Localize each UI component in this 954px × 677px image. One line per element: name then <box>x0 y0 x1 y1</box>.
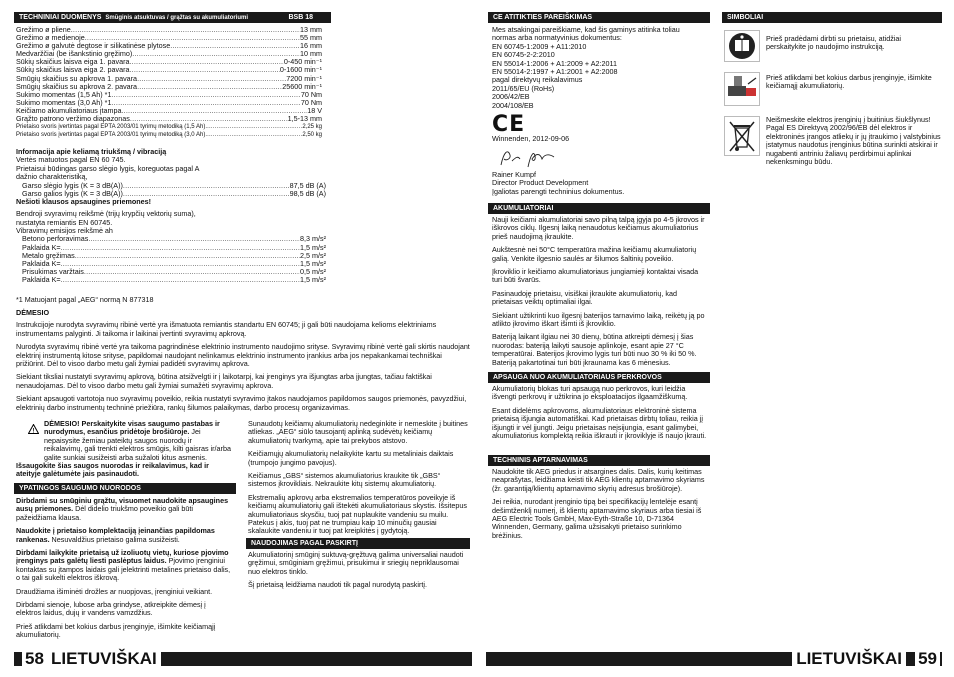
spec-label: Prietaiso svoris įvertintas pagal EPTA 2003/01 tyrimų metodiką (3,0 Ah) <box>16 132 206 139</box>
overload-paragraph: Esant didelėms apkrovoms, akumuliatoriaus elektroninė sistema prietaisą išjungia automatiškai. Kad prietaisas dirbtų toliau, reikia jį išjungti ir vėl įjungti. Jeigu prietaisas neįsijungia, esant galimybei, akumuliatorius komplektą reikia iškrauti ir įkroviklyje iš naujo įkrauti. <box>492 405 707 441</box>
model-name: BSB 18 <box>288 14 313 21</box>
battery-safety-paragraphs <box>248 420 468 541</box>
spec-dots <box>121 107 307 115</box>
ce-line: EN 55014-2:1997 + A1:2001 + A2:2008 <box>492 67 618 77</box>
tech-data-title: TECHNINIAI DUOMENYS <box>19 14 102 21</box>
service-paragraphs <box>492 468 708 545</box>
spec-value: 70 Nm <box>300 97 322 107</box>
spec-dots <box>88 235 300 243</box>
ce-declaration <box>492 26 708 110</box>
service-header-text: TECHNINIS APTARNAVIMAS <box>493 457 588 464</box>
ce-line: EN 60745-2-2:2010 <box>492 50 555 60</box>
spec-dots <box>61 260 300 268</box>
akumuliatoriai-header-text: AKUMULIATORIAI <box>493 205 554 212</box>
service-paragraph: Jei reikia, nurodant įrenginio tipą bei specifikacijų lentelėje esantį dešimtženklį numerį, iš klientų aptarnavimo skyriaus arba tiesiai iš AEG Electric Tools GmbH, Max-Eyth-Straße 10, D-71364 Winnenden, Germany, galima užsisakyti prietaiso surinkimo brėžinius. <box>492 497 702 540</box>
safety-paragraph <box>16 527 232 544</box>
ce-header <box>488 12 710 23</box>
spec-value: 16 mm <box>300 41 322 51</box>
spec-dots <box>111 91 300 99</box>
usage-paragraph: Akumuliatorinį smūginį suktuvą-gręžtuvą galima universaliai naudoti gręžimui, smūginiam gręžimui, prisukimui ir sriegių nepriklausomai nuo elektros tinklo. <box>248 550 464 576</box>
ce-line: Mes atsakingai pareiškiame, kad šis gaminys atitinka toliau <box>492 25 680 34</box>
page-number-right: 59 <box>915 649 940 668</box>
spec-row <box>16 115 322 123</box>
ce-line: 2011/65/EU (RoHs) <box>492 83 555 93</box>
symbol-text-manual: Prieš pradėdami dirbti su prietaisu, atidžiai perskaitykite jo naudojimo instrukciją. <box>766 34 902 52</box>
vib-text-3: Vibravimų emisijos reikšmė ah <box>16 226 113 236</box>
spec-label: Betono perforavimas <box>22 234 89 244</box>
ce-header-text: CE ATITIKTIES PAREIŠKIMAS <box>493 14 593 21</box>
weee-bin-icon <box>724 116 760 161</box>
signer-authorization: Įgaliotas parengti techninius dokumentus. <box>492 186 625 196</box>
akumuliatoriai-paragraphs <box>492 216 708 372</box>
spec-label: Garso galios lygis (K = 3 dB(A)) <box>22 188 123 198</box>
signer-title: Director Product Development <box>492 178 589 188</box>
spec-value: 2,50 kg <box>302 132 322 139</box>
spec-label: Grežimo ø galvutė degtose ir silikatinėse plytose <box>16 41 171 51</box>
spec-value: 1,5 m/s² <box>300 242 326 252</box>
spec-value: 2,5 m/s² <box>300 250 326 260</box>
safety-paragraph <box>16 549 232 583</box>
usage-paragraphs <box>248 551 468 595</box>
tech-data-header <box>14 12 331 23</box>
spec-row <box>22 268 326 276</box>
spec-dots <box>170 42 300 50</box>
spec-dots <box>205 131 302 139</box>
spec-value: 1,5 m/s² <box>300 274 326 284</box>
spec-value: 55 mm <box>300 33 322 43</box>
spec-label: Paklaida K= <box>22 242 61 252</box>
akumuliatoriai-paragraph: Aukštesnė nei 50°C temperatūra mažina keičiamų akumuliatorių galią. Venkite ilgesnio saulės ar šilumos šaltinių poveikio. <box>492 245 697 263</box>
spec-table <box>16 26 322 139</box>
safety-paragraph <box>16 601 232 618</box>
spec-label: Sukimo momentas (3,0 Ah) *1 <box>16 97 112 107</box>
akumuliatoriai-paragraph: Bateriją laikant ilgiau nei 30 dienų, būtina atkreipti dėmesį į šias nuorodas: bateriją laikyti sausoje aplinkoje, esant apie 27 °C temperatūrai. Baterijos įkrovimo lygis turi būti nuo 30 % iki 50 %. Bateriją pakartotinai turi būti įkraunama kas 6 mėnesius. <box>492 332 697 367</box>
language-left: LIETUVIŠKAI <box>47 649 161 668</box>
spec-label: Prietaiso svoris įvertintas pagal EPTA 2003/01 tyrimų metodiką (1,5 Ah) <box>16 124 206 131</box>
vibration-rows <box>16 235 326 284</box>
safety-text: Nesuvaldžius prietaiso galima susižeisti. <box>49 534 180 544</box>
safety-paragraph <box>16 623 232 640</box>
overload-paragraph: Akumuliatorių blokas turi apsaugą nuo perkrovos, kuri leidžia išvengti perkrovų ir užtikrina jo eksploatacijos ilgaamžiškumą. <box>492 384 688 402</box>
spec-row <box>22 276 326 284</box>
signer-block <box>492 171 708 196</box>
spec-row <box>22 235 326 243</box>
demesio-paragraph: Siekiant apsaugoti vartotoja nuo svyravimų poveikio, reikia nustatyti svyravimo įtakos naudojamos papildomos saugos priemonės, pavyzdžiui, elektrinių darbo instrumentų techninė priežiūra, rankų šilumos palaikymas, darbo procesų organizavimas. <box>16 394 467 412</box>
demesio-paragraph: Instrukcijoje nurodyta svyravimų ribinė vertė yra išmatuota remiantis standartu EN 60745; ji gali būti naudojama kelioms elektriniams instrumentams palyginti. Ji taikoma ir laikinai įvertinti svyravimų apkrovą. <box>16 320 437 338</box>
safety-text: Prieš atlikdami bet kokius darbus įrenginyje, išimkite keičiamąjį akumuliatorių. <box>16 621 216 640</box>
noise-text-2: Prietaisui būdingas garso slėgio lygis, koreguotas pagal A <box>16 163 200 173</box>
service-header <box>488 455 710 466</box>
noise-rows <box>16 182 326 198</box>
safety-paragraph <box>16 588 232 596</box>
noise-text-3: dažnio charakteristiką, <box>16 172 88 182</box>
spec-value: 0-1600 min⁻¹ <box>279 65 322 75</box>
page-number-left: 58 <box>22 649 47 668</box>
spec-dots <box>111 99 300 107</box>
akumuliatoriai-paragraph: Įkroviklio ir keičiamo akumuliatoriaus jungiamieji kontaktai visada turi būti švarūs. <box>492 267 699 285</box>
spec-value: 1,5-13 mm <box>287 114 322 124</box>
battery-safety-paragraph: Ekstremalių apkrovų arba ekstremalios temperatūros poveikyje iš keičiamų akumuliatorių gali ištekėti akumuliatoriaus skystis. Išsitepus akumuliatoriaus skysčiu, tuoj pat nuplaukite vandeniu su muilu. Patekus į akis, tuoj pat ne trumpiau kaip 10 minučių gausiai skalaukite vandeniu ir tuoj pat kreipkitės į gydytoją. <box>248 492 467 536</box>
safety-bold: Naudokite į prietaiso komplektaciją įeinančias papildomas rankenas. <box>16 526 215 544</box>
spec-dots <box>129 58 283 66</box>
spec-dots <box>205 123 302 131</box>
spec-label: Paklaida K= <box>22 274 61 284</box>
spec-dots <box>137 83 282 91</box>
overload-header <box>488 372 710 383</box>
symbols-header <box>722 12 942 23</box>
spec-dots <box>123 182 290 190</box>
spec-label: Grąžto patrono veržimo diapazonas <box>16 114 130 124</box>
tech-data-subtitle: Smūginis atsuktuvas / grąžtas su akumuliatoriumi <box>105 15 249 21</box>
demesio-paragraph: Nurodyta svyravimų ribinė vertė yra taikoma pagrindinėse elektrinio instrumento naudojimo srityse. Svyravimų ribinė vertė gali skirtis naudojant elektrinį instrumentą kitose srityse, papildomai naudojant nelinkamus elektrinio instrumento įrankius arba jos nepakankamai techniškai prižiūrint. Dėl to visoo darbo metu gali žymiai padidėti svyravimų apkrova. <box>16 342 470 369</box>
ce-line: 2006/42/EB <box>492 92 530 102</box>
demesio-section <box>16 309 470 417</box>
demesio-paragraph: Siekiant tiksliai nustatyti svyravimų apkrovą, būtina atsižvelgti ir į laikotarpį, kai įrenginys yra išjungtas arba įjungtas, tačiau faktiškai nenaudojamas. Dėl to visoo darbo metu gali žymiai sumažėti svyravimų apkrova. <box>16 372 432 390</box>
battery-safety-paragraph: Keičiamus „GBS“ sistemos akumuliatorius kraukite tik „GBS“ sistemos įkrovikliais. Nekraukite kitų sistemų akumuliatorių. <box>248 471 441 489</box>
spec-label: Grežimo ø medienoje <box>16 33 85 43</box>
spec-value: 25600 min⁻¹ <box>282 81 322 91</box>
vib-text-2: nustatyta remiantis EN 60745. <box>16 217 113 227</box>
remove-battery-icon <box>724 72 760 111</box>
spec-label: Paklaida K= <box>22 258 61 268</box>
symbol-text-battery: Prieš atlikdami bet kokius darbus įrenginyje, išimkite keičiamąjį akumuliatorių. <box>766 73 932 91</box>
spec-label: Keičiamo akumuliatoriaus įtampa <box>16 105 122 115</box>
usage-header <box>246 538 470 549</box>
read-manual-icon <box>724 30 760 67</box>
ce-mark: CE <box>492 112 526 137</box>
safety-header-text: YPATINGOS SAUGUMO NUORODOS <box>19 485 141 492</box>
warning-triangle-icon <box>28 421 39 439</box>
spec-dots <box>137 75 286 83</box>
spec-value: 8,3 m/s² <box>300 234 326 244</box>
service-paragraph: Naudokite tik AEG priedus ir atsargines dalis. Dalis, kurių keitimas neaprašytas, leidžiama keisti tik AEG klientų aptarnavimo skyriams (žr. garantiją/klientų aptarnavimo skyrių adresus brošiūroje). <box>492 467 705 493</box>
usage-header-text: NAUDOJIMAS PAGAL PASKIRTĮ <box>251 540 358 547</box>
safety-text: Pjovimo įrenginiui kontaktas su įtampos laidais gali jelektrinti metalines prietaiso dalis, o tai gali sukelti elektros iškrovą. <box>16 556 231 583</box>
spec-dots <box>129 66 279 74</box>
spec-label: Sūkių skaičius laisva eiga 2. pavara <box>16 65 130 75</box>
ce-line: EN 60745-1:2009 + A11:2010 <box>492 41 587 51</box>
usage-paragraph: Šį prietaisą leidžiama naudoti tik pagal nurodytą paskirtį. <box>248 580 427 590</box>
spec-label: Prisukimas varžtais <box>22 266 84 276</box>
language-right: LIETUVIŠKAI <box>792 649 906 668</box>
akumuliatoriai-paragraph: Siekiant užtikrinti kuo ilgesnį baterijos tarnavimo laiką, reikėtų ją po atlikto įkrovimo iškart išimti iš įkroviklio. <box>492 310 705 329</box>
demesio-title: DĖMESIO <box>16 308 50 317</box>
spec-label: Metalo gręžimas <box>22 250 75 260</box>
spec-label: Garso slėgio lygis (K = 3 dB(A)) <box>22 180 123 190</box>
spec-row <box>22 252 326 260</box>
safety-text: Draudžiama išiminėti drožles ar nuopjovas, įrenginiui veikiant. <box>16 586 213 596</box>
spec-value: 0-450 min⁻¹ <box>283 57 322 67</box>
safety-paragraph <box>16 497 232 522</box>
safety-header <box>14 483 236 494</box>
spec-label: Sukimo momentas (1,5 Ah) *1 <box>16 89 112 99</box>
spec-row <box>16 131 322 139</box>
spec-dots <box>130 115 288 123</box>
warning-keep: Išsaugokite šias saugos nuorodas ir reikalavimus, kad ir ateityje galėtumėte jais pasinaudoti. <box>16 461 209 479</box>
spec-dots <box>132 50 300 58</box>
spec-row <box>16 123 322 131</box>
warning-title: DĖMESIO! Perskaitykite visas saugumo pastabas ir nurodymus, esančius pridėtoje brošiūroje. <box>44 419 220 437</box>
akumuliatoriai-paragraph: Nauji keičiami akumuliatoriai savo pilną talpą įgyja po 4-5 įkrovos ir iškrovos ciklų. Ilgesnį laiką nenaudotus keičiamus akumuliatorius prieš naudojimą įkraukite. <box>492 215 705 241</box>
battery-safety-paragraph: Keičiamųjų akumuliatorių nelaikykite kartu su metaliniais daiktais (trumpojo jungimo pavojus). <box>248 449 454 467</box>
spec-value: 87,5 dB (A) <box>289 180 326 190</box>
spec-dots <box>84 268 300 276</box>
noise-warning: Nešioti klausos apsaugines priemones! <box>16 196 152 206</box>
symbols-header-text: SIMBOLIAI <box>727 14 764 21</box>
overload-header-text: APSAUGA NUO AKUMULIATORIAUS PERKROVOS <box>493 374 662 381</box>
spec-value: 70 Nm <box>300 89 322 99</box>
footnote: *1 Matuojant pagal „AEG“ normą N 877318 <box>16 295 154 304</box>
battery-safety-paragraph: Sunaudotų keičiamų akumuliatorių nedeginkite ir nemeskite į buitines atliekas. „AEG“ siūlo tausojantį aplinką sudėvėtų keičiamų akumuliatorių tvarkymą, apie tai prekybos atstovo. <box>248 419 468 445</box>
warning-text: Jei nepaisysite žemiau pateiktų saugos nuorodų ir reikalavimų, gali trenkti elektros smūgis, kilti gaisras ir/arba galite sunkiai susižeisti arba sužaloti kitus asmenis. <box>44 427 231 462</box>
spec-label: Sūkių skaičius laisva eiga 1. pavara <box>16 57 130 67</box>
spec-value: 10 mm <box>300 49 322 59</box>
ce-line: EN 55014-1:2006 + A1:2009 + A2:2011 <box>492 58 617 68</box>
noise-title: Informacija apie keliamą triukšmą / vibraciją <box>16 147 167 156</box>
spec-value: 1,5 m/s² <box>300 258 326 268</box>
safety-text: Dėl didelio triukšmo poveikio gali būti pažeidžiama klausa. <box>16 504 193 522</box>
noise-section <box>16 148 330 304</box>
ce-line: normas arba normatyvinius dokumentus: <box>492 33 622 43</box>
spec-value: 7200 min⁻¹ <box>286 73 322 83</box>
spec-value: 2,25 kg <box>302 124 322 131</box>
spec-label: Medvaržčiai (be išankstinio gręžimo) <box>16 49 133 59</box>
spec-dots <box>75 252 300 260</box>
safety-paragraphs <box>16 497 232 645</box>
spec-dots <box>61 276 300 284</box>
overload-paragraphs <box>492 385 708 445</box>
akumuliatoriai-header <box>488 203 710 214</box>
spec-dots <box>71 26 300 34</box>
vib-text-1: Bendroji svyravimų reikšmė (trijų krypčių vektorių suma), <box>16 209 196 219</box>
spec-value: 13 mm <box>300 25 322 34</box>
svg-text:!: ! <box>32 428 35 434</box>
place-date: Winnenden, 2012-09-06 <box>492 134 570 143</box>
safety-bold: Dirbdami laikykite prietaisą už izoliuotų vietų, kuriose pjovimo įrenginys pats galėtų liesti paslėptus laidus. <box>16 548 229 566</box>
safety-bold: Dirbdami su smūginiu grąžtu, visuomet naudokite apsaugines ausų priemones. <box>16 496 229 514</box>
spec-label: Smūgių skaičius su apkrova 2. pavara <box>16 81 138 91</box>
noise-text-1: Vertės matuotos pagal EN 60 745. <box>16 155 126 165</box>
symbol-text-weee: Neišmeskite elektros įrenginių į buitinius šiukšlynus! Pagal ES Direktyvą 2002/96/EB dėl elektros ir elektroninės įrangos atliekų ir jų įtraukimo į valstybinius įstatymus naudotus įrenginius būtina surinkti atskirai ir nugabenti antriniu žaliavų perdirbimui aplinkai nekenksmingu būdu. <box>766 115 941 167</box>
ce-line: pagal direktyvų reikalavimus <box>492 75 583 85</box>
spec-value: 0,5 m/s² <box>300 266 326 276</box>
demesio-paragraphs <box>16 321 470 412</box>
akumuliatoriai-paragraph: Pasinaudoję prietaisu, visiškai įkraukite akumuliatorių, kad prietaisas veiktų optimaliai ilgai. <box>492 288 677 307</box>
spec-label: Smūgių skaičius su apkrova 1. pavara <box>16 73 138 83</box>
spec-value: 18 V <box>307 105 322 115</box>
spec-value: 98,5 dB (A) <box>289 188 326 198</box>
spec-label: Grežimo ø pliene <box>16 25 71 34</box>
ce-line: 2004/108/EB <box>492 100 534 110</box>
warning-block <box>16 420 231 479</box>
signer-name: Rainer Kumpf <box>492 170 536 179</box>
safety-text: Dirbdami sienoje, lubose arba grindyse, atkreipkite dėmesį į elektros laidus, dujų ir vandens vamzdžius. <box>16 600 206 618</box>
spec-dots <box>61 244 300 252</box>
